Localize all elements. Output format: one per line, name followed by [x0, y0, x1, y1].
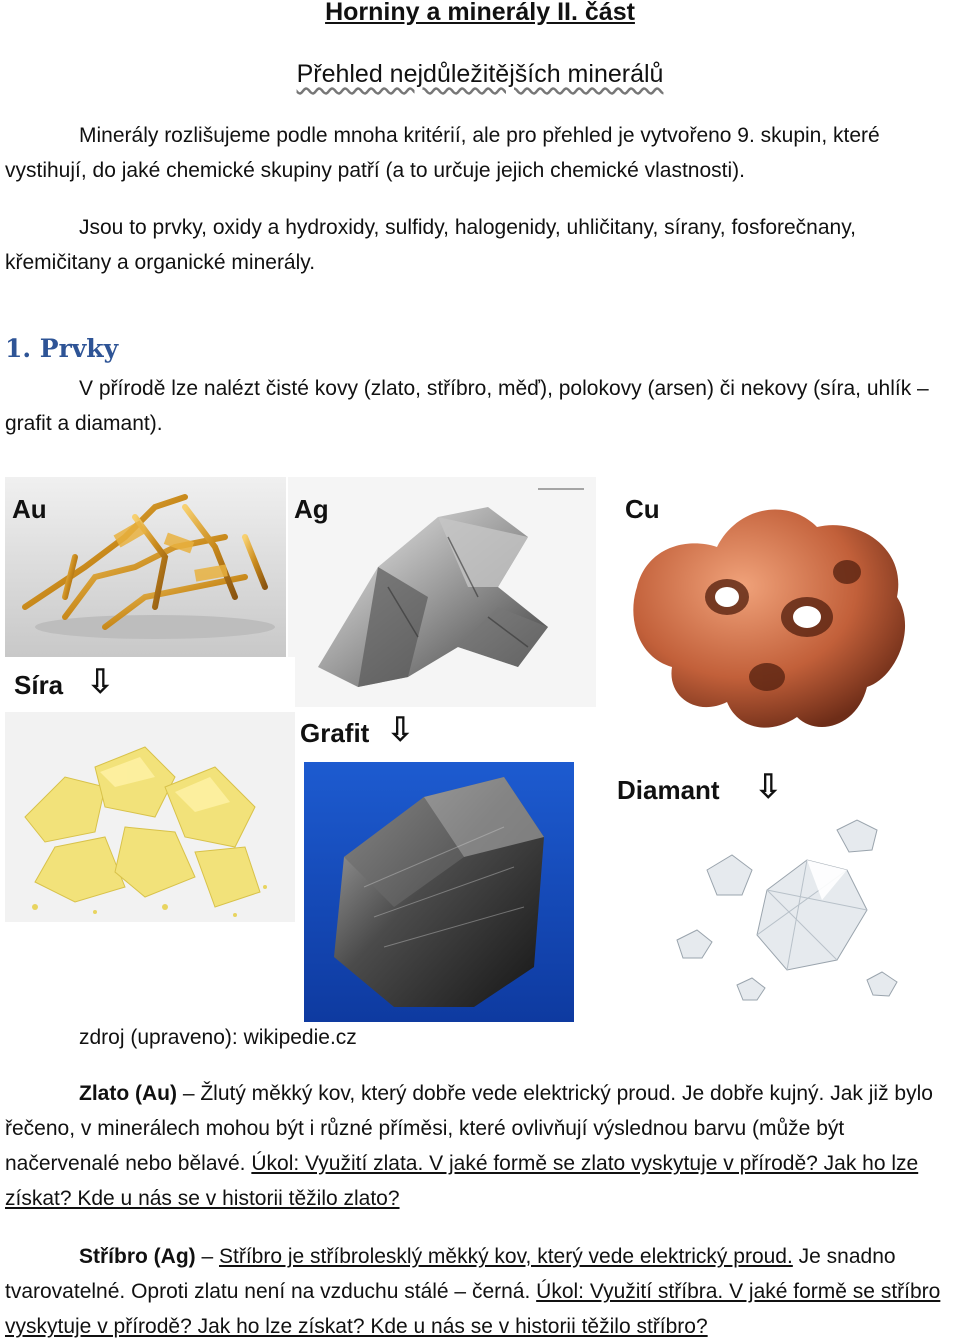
zlato-dash: – [176, 1082, 201, 1105]
label-cu: Cu [625, 494, 660, 524]
intro-text-1: Minerály rozlišujeme podle mnoha kritérií, ale pro přehled je vytvořeno 9. skupin, které vystihují, do jaké chemické skupiny patří (a to určuje jejich chemické vlastnosti). [5, 124, 880, 182]
zlato-text: Žlutý měkký kov, který dobře vede elektrický proud. Je dobře kujný. Jak již bylo řečeno, v minerálech mohou být i různé příměsi, které ovlivňují výslednou barvu (může být načervenalé nebo bělavé. [5, 1082, 933, 1175]
label-grafit: Grafit [300, 718, 370, 748]
stribro-task: Úkol: Využití stříbra. V jaké formě se stříbro vyskytuje v přírodě? Jak ho lze získat? Kde u nás se v historii těžilo stříbro? [5, 1280, 941, 1338]
source-text: zdroj (upraveno): wikipedie.cz [79, 1026, 357, 1049]
sulfur-photo [5, 657, 295, 1022]
intro-paragraph-1 [5, 118, 955, 188]
gold-photo [5, 477, 286, 657]
zlato-label: Zlato (Au) [79, 1082, 177, 1105]
arrow-down-icon: ⇩ [386, 711, 415, 749]
label-sira: Síra [14, 670, 64, 700]
label-ag: Ag [294, 494, 329, 524]
source-line [5, 1020, 955, 1055]
label-au: Au [12, 494, 47, 524]
graphite-photo [304, 707, 574, 1022]
arrow-down-icon: ⇩ [86, 663, 115, 701]
intro-text-2: Jsou to prvky, oxidy a hydroxidy, sulfidy, halogenidy, uhličitany, sírany, fosforečnany, křemičitany a organické minerály. [5, 216, 856, 274]
stribro-label: Stříbro (Ag) [79, 1245, 196, 1268]
silver-photo [288, 477, 596, 707]
arrow-down-icon: ⇩ [754, 768, 783, 806]
stribro-text-underlined: Stříbro je stříbrolesklý měkký kov, který vede elektrický proud. [219, 1245, 793, 1268]
section-prvky-paragraph [5, 371, 955, 441]
stribro-dash: – [195, 1245, 220, 1268]
document-title: Horniny a minerály II. část [325, 0, 635, 26]
section-heading-prvky: 1. Prvky [5, 334, 119, 363]
copper-photo [617, 477, 925, 752]
section-prvky-text: V přírodě lze nalézt čisté kovy (zlato, stříbro, měď), polokovy (arsen) či nekovy (síra, uhlík – grafit a diamant). [5, 377, 929, 435]
document-subtitle: Přehled nejdůležitějších minerálů [296, 60, 664, 88]
zlato-task: Úkol: Využití zlata. V jaké formě se zlato vyskytuje v přírodě? Jak ho lze získat? Kde u nás se v historii těžilo zlato? [5, 1152, 919, 1210]
stribro-paragraph [5, 1239, 955, 1344]
zlato-paragraph [5, 1076, 955, 1216]
stribro-text: Je snadno tvarovatelné. Oproti zlatu není na vzduchu stálé – černá. [5, 1245, 896, 1303]
label-diamant: Diamant [617, 775, 720, 805]
intro-paragraph-2 [5, 210, 955, 280]
